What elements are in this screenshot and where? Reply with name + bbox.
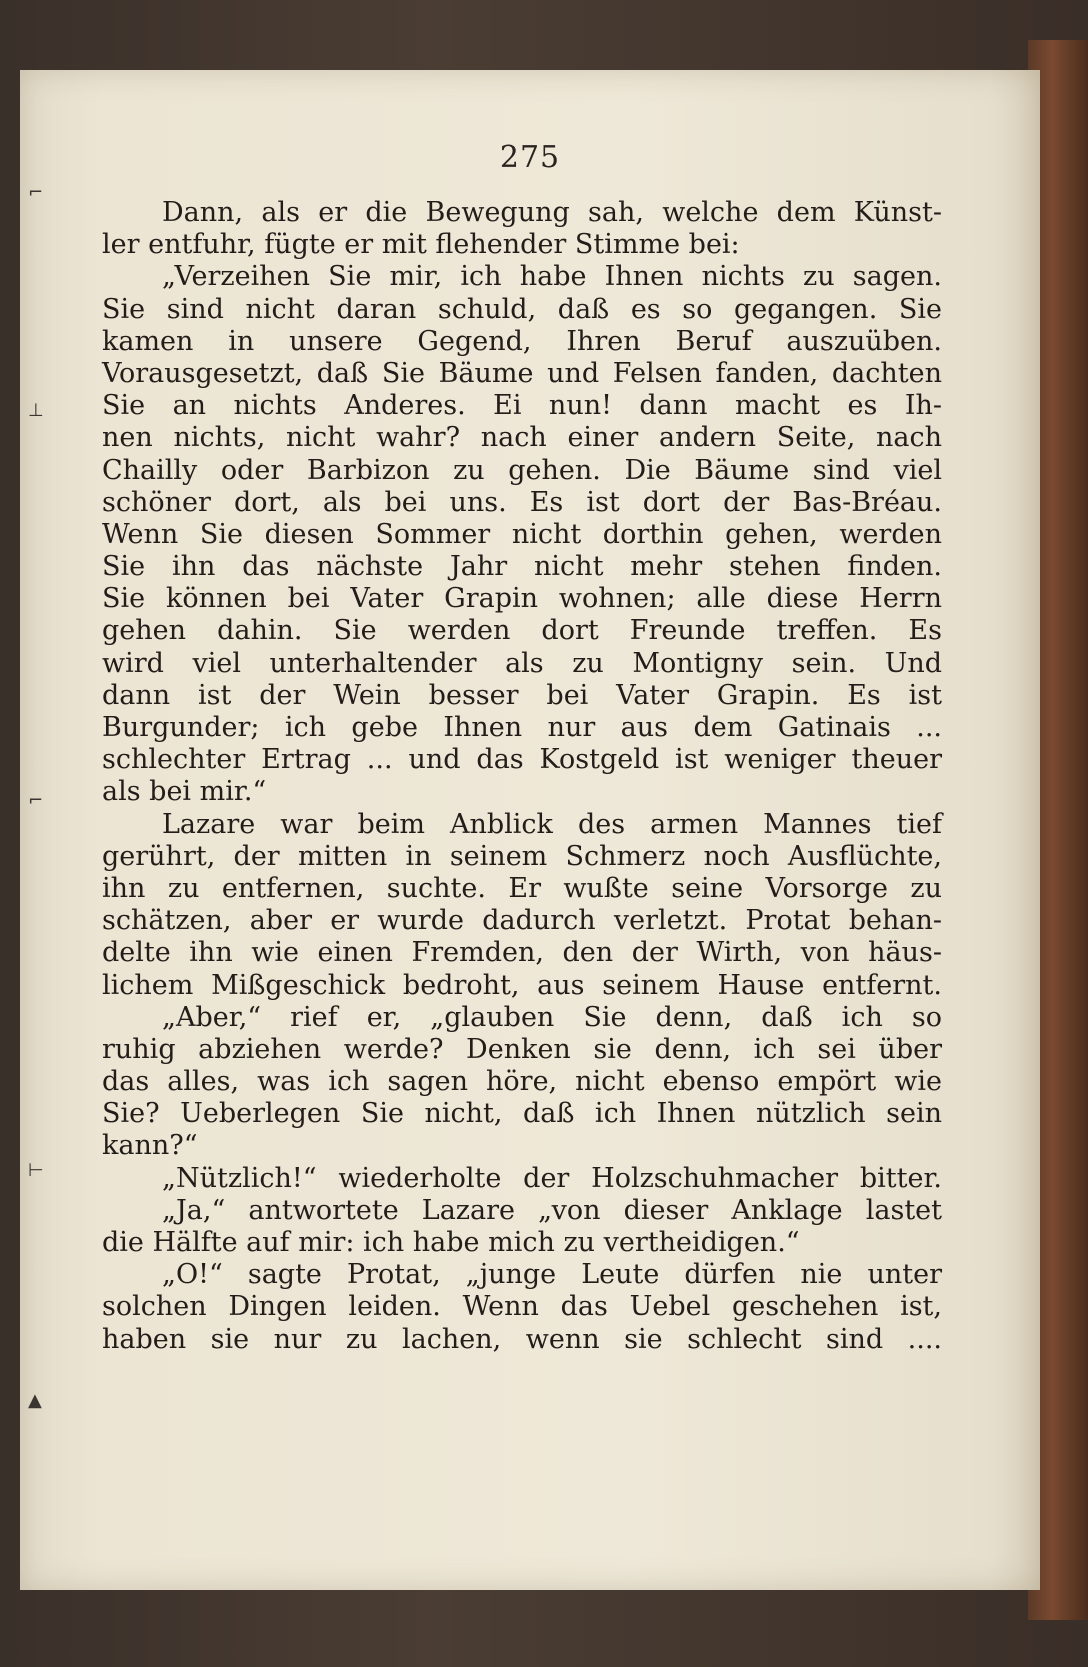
text-line: ler entfuhr, fügte er mit flehender Stimme bei: — [102, 229, 740, 261]
text-line: solchen Dingen leiden. Wenn das Uebel geschehen ist, — [102, 1291, 942, 1323]
text-line: schöner dort, als bei uns. Es ist dort der Bas-Bréau. — [102, 486, 942, 518]
text-line: Lazare war beim Anblick des armen Mannes tief — [162, 808, 942, 840]
text-line: Sie können bei Vater Grapin wohnen; alle diese Herrn — [102, 583, 942, 615]
text-line: delte ihn wie einen Fremden, den der Wirth, von häus- — [102, 937, 942, 969]
text-line: Chailly oder Barbizon zu gehen. Die Bäume sind viel — [102, 454, 942, 486]
text-line: gerührt, der mitten in seinem Schmerz noch Ausflüchte, — [102, 840, 942, 872]
text-line: Sie? Ueberlegen Sie nicht, daß ich Ihnen nützlich sein — [102, 1098, 942, 1130]
text-line: Sie an nichts Anderes. Ei nun! dann macht es Ih- — [102, 390, 942, 422]
text-line: dann ist der Wein besser bei Vater Grapin. Es ist — [102, 679, 942, 711]
margin-mark: ⌐ — [28, 790, 44, 811]
text-line: ruhig abziehen werde? Denken sie denn, ich sei über — [102, 1033, 942, 1065]
text-line: das alles, was ich sagen höre, nicht ebenso empört wie — [102, 1066, 942, 1098]
text-line: Burgunder; ich gebe Ihnen nur aus dem Gatinais ... — [102, 712, 942, 743]
text-line: Wenn Sie diesen Sommer nicht dorthin gehen, werden — [102, 518, 942, 550]
text-line: „Ja,“ antwortete Lazare „von dieser Anklage lastet — [162, 1194, 942, 1226]
text-line: Sie ihn das nächste Jahr nicht mehr stehen finden. — [102, 551, 942, 583]
text-line: gehen dahin. Sie werden dort Freunde treffen. Es — [102, 615, 942, 647]
margin-mark: ⊢ — [28, 1160, 44, 1181]
text-line: ihn zu entfernen, suchte. Er wußte seine Vorsorge zu — [102, 872, 942, 904]
text-line: „Nützlich!“ wiederholte der Holzschuhmacher bitter. — [162, 1162, 942, 1194]
text-line: lichem Mißgeschick bedroht, aus seinem Hause entfernt. — [102, 969, 942, 1001]
text-line: kann?“ — [102, 1130, 198, 1162]
text-line: kamen in unsere Gegend, Ihren Beruf auszuüben. — [102, 325, 942, 357]
text-line: Vorausgesetzt, daß Sie Bäume und Felsen fanden, dachten — [102, 357, 942, 389]
text-line: Dann, als er die Bewegung sah, welche dem Künst- — [162, 197, 942, 228]
text-line: wird viel unterhaltender als zu Montigny sein. Und — [102, 647, 942, 679]
margin-mark: ▲ — [28, 1390, 42, 1411]
page-number: 275 — [499, 140, 561, 175]
text-line: nen nichts, nicht wahr? nach einer andern Seite, nach — [102, 422, 942, 454]
text-line: „Verzeihen Sie mir, ich habe Ihnen nichts zu sagen. — [162, 261, 942, 293]
text-line: schätzen, aber er wurde dadurch verletzt. Protat behan- — [102, 905, 942, 937]
page-text — [102, 197, 942, 1356]
text-line: Sie sind nicht daran schuld, daß es so gegangen. Sie — [102, 293, 942, 325]
margin-mark: ⊥ — [28, 400, 44, 421]
text-line: schlechter Ertrag ... und das Kostgeld ist weniger theuer — [102, 744, 942, 776]
text-line: „O!“ sagte Protat, „junge Leute dürfen nie unter — [162, 1259, 942, 1291]
book-page — [20, 70, 1040, 1590]
text-line: die Hälfte auf mir: ich habe mich zu vertheidigen.“ — [102, 1227, 800, 1258]
text-line: haben sie nur zu lachen, wenn sie schlecht sind .... — [102, 1323, 942, 1355]
text-line: „Aber,“ rief er, „glauben Sie denn, daß ich so — [162, 1001, 942, 1033]
margin-mark: ⌐ — [28, 182, 44, 203]
text-line: als bei mir.“ — [102, 776, 267, 808]
